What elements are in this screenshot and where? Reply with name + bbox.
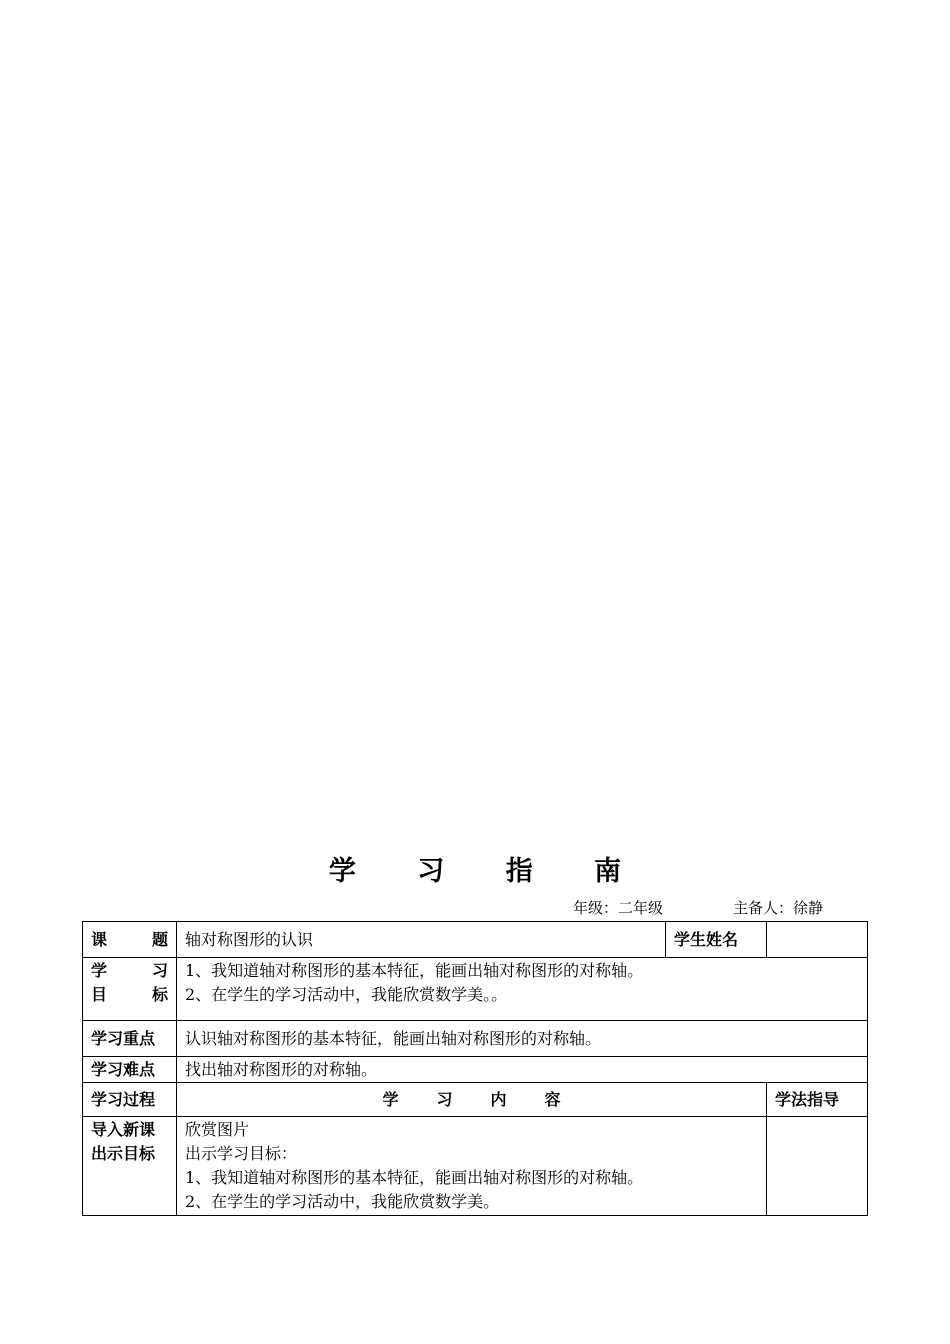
goals-label-char-4: 标 [151,985,168,1004]
topic-label-char-1: 课 [91,929,108,949]
goals-label-cell [83,958,177,1021]
grade-info: 年级：二年级 [573,899,664,917]
process-label: 学习过程 [83,1083,177,1117]
focus-label: 学习重点 [83,1021,177,1057]
intro-label-cell [83,1117,177,1216]
topic-row [83,922,868,958]
focus-value: 认识轴对称图形的基本特征，能画出轴对称图形的对称轴。 [177,1021,868,1057]
difficulty-label: 学习难点 [83,1057,177,1083]
intro-label-2: 出示目标 [91,1144,156,1163]
goals-content [177,958,868,1021]
intro-content [177,1117,767,1216]
intro-line-4: 2、在学生的学习活动中，我能欣赏数学美。 [185,1192,500,1211]
intro-guide-cell [767,1117,868,1216]
document-title: 学 习 指 南 [328,856,648,887]
guide-header: 学法指导 [767,1083,868,1117]
difficulty-row [83,1057,868,1083]
topic-value: 轴对称图形的认识 [177,922,666,958]
intro-row [83,1117,868,1216]
focus-row [83,1021,868,1057]
intro-line-1: 欣赏图片 [185,1120,250,1139]
goals-label-char-3: 目 [91,985,108,1004]
goals-row [83,958,868,1021]
topic-label-cell [83,922,177,958]
intro-line-2: 出示学习目标： [185,1144,298,1163]
author-info: 主备人：徐静 [733,899,824,917]
goals-label-char-1: 学 [91,961,108,980]
goals-label-char-2: 习 [151,961,168,980]
goal-line-1: 1、我知道轴对称图形的基本特征，能画出轴对称图形的对称轴。 [185,961,644,980]
content-header: 学习内容 [177,1083,767,1117]
student-name-label: 学生姓名 [666,922,767,958]
process-header-row [83,1083,868,1117]
goal-line-2: 2、在学生的学习活动中，我能欣赏数学美。。 [185,985,508,1004]
intro-line-3: 1、我知道轴对称图形的基本特征，能画出轴对称图形的对称轴。 [185,1168,644,1187]
difficulty-value: 找出轴对称图形的对称轴。 [177,1057,868,1083]
study-guide-table [82,921,868,1216]
intro-label-1: 导入新课 [91,1120,156,1139]
student-name-field[interactable] [767,922,868,958]
topic-label-char-2: 题 [151,929,168,949]
